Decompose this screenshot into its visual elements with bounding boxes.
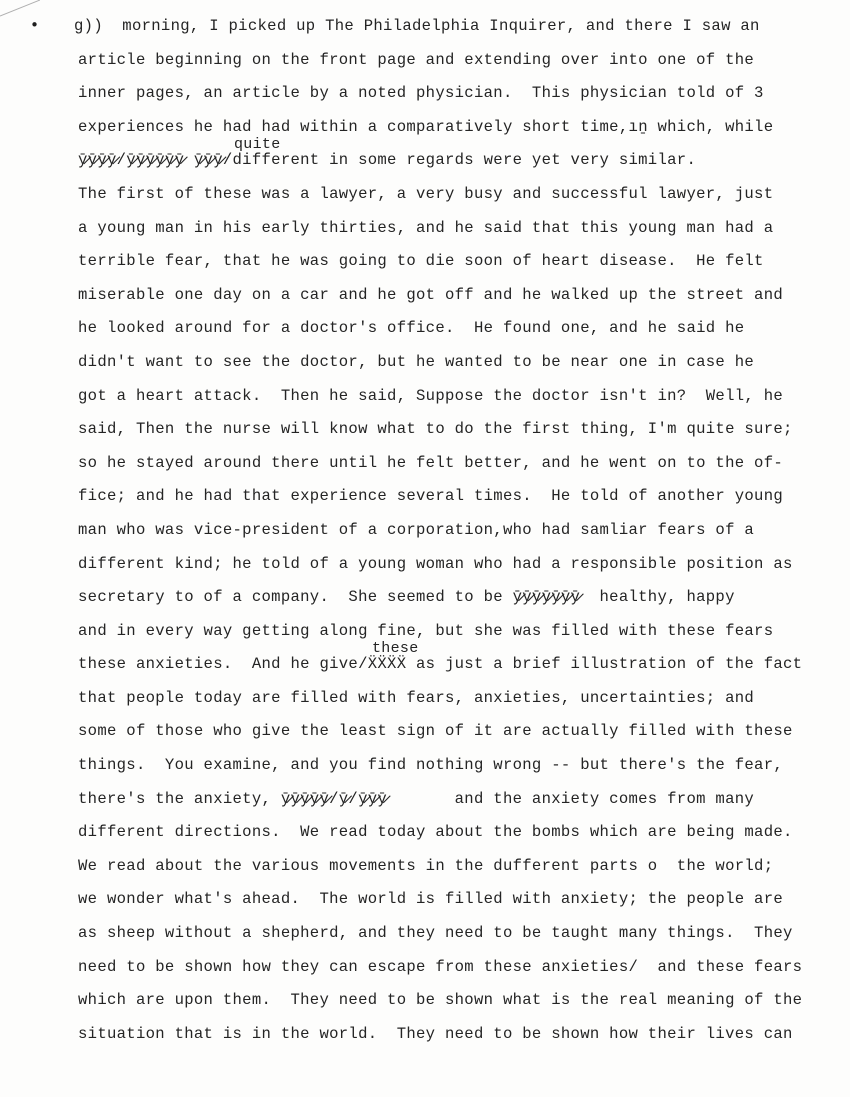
- text-line: got a heart attack. Then he said, Suppose the doctor isn't in? Well, he: [78, 386, 784, 405]
- text-line: as sheep without a shepherd, and they need to be taught many things. They: [78, 924, 793, 943]
- text-line: said, Then the nurse will know what to do the first thing, I'm quite sure;: [78, 420, 793, 439]
- text-line: miserable one day on a car and he got off and he walked up the street and: [78, 285, 784, 304]
- interlinear-insert-these: these: [372, 640, 419, 657]
- text-line: situation that is in the world. They need to be shown how their lives can: [78, 1024, 793, 1043]
- interlinear-insert-quite: quite: [234, 136, 281, 153]
- text-line: inner pages, an article by a noted physician. This physician told of 3: [78, 84, 764, 103]
- text-line: didn't want to see the doctor, but he wanted to be near one in case he: [78, 352, 755, 371]
- margin-mark: •: [30, 16, 40, 34]
- text-line: things. You examine, and you find nothing wrong -- but there's the fear,: [78, 756, 784, 775]
- text-line: so he stayed around there until he felt better, and he went on to the of-: [78, 453, 784, 472]
- typed-text-body: [74, 13, 838, 1054]
- text-line: that people today are filled with fears, anxieties, uncertainties; and: [78, 688, 755, 707]
- text-line: fice; and he had that experience several times. He told of another young: [78, 487, 784, 506]
- text-line: different kind; he told of a young woman who had a responsible position as: [78, 554, 793, 573]
- text-line: experiences he had had within a comparatively short time,ıṉ which, while: [78, 117, 774, 136]
- text-line: ȳ̷ȳ̷ȳ̷ȳ̷/ȳ̷ȳ̷ȳ̷ȳ̷ȳ̷ȳ̷ ȳ̷ȳ̷ȳ̷/different in some regards were yet very similar.: [78, 151, 697, 170]
- text-line: he looked around for a doctor's office. He found one, and he said he: [78, 319, 745, 338]
- text-line: We read about the various movements in the dufferent parts o the world;: [78, 856, 774, 875]
- text-line: The first of these was a lawyer, a very busy and successful lawyer, just: [78, 184, 774, 203]
- text-line: these anxieties. And he give/ẌẌẌẌ as just a brief illustration of the fact: [78, 655, 803, 674]
- text-line: need to be shown how they can escape from these anxieties/ and these fears: [78, 957, 803, 976]
- text-line: ɡ)) morning, I picked up The Philadelphia Inquirer, and there I saw an: [74, 17, 760, 35]
- text-line: some of those who give the least sign of it are actually filled with these: [78, 722, 793, 741]
- text-line: different directions. We read today about the bombs which are being made.: [78, 823, 793, 842]
- text-line: a young man in his early thirties, and he said that this young man had a: [78, 218, 774, 237]
- text-line: terrible fear, that he was going to die soon of heart disease. He felt: [78, 252, 764, 271]
- text-line: man who was vice-president of a corporation,who had samliar fears of a: [78, 520, 755, 539]
- text-line: article beginning on the front page and extending over into one of the: [78, 50, 755, 69]
- text-line: and in every way getting along fine, but she was filled with these fears: [78, 621, 774, 640]
- text-line: secretary to of a company. She seemed to be ȳ̷ȳ̷ȳ̷ȳ̷ȳ̷ȳ̷ȳ̷ healthy, happy: [78, 588, 735, 607]
- text-line: we wonder what's ahead. The world is filled with anxiety; the people are: [78, 890, 784, 909]
- text-line: there's the anxiety, ȳ̷ȳ̷ȳ̷ȳ̷ȳ̷/ȳ̷/ȳ̷ȳ̷ȳ̷ and the anxiety comes from many: [78, 789, 755, 808]
- text-line: which are upon them. They need to be shown what is the real meaning of the: [78, 991, 803, 1010]
